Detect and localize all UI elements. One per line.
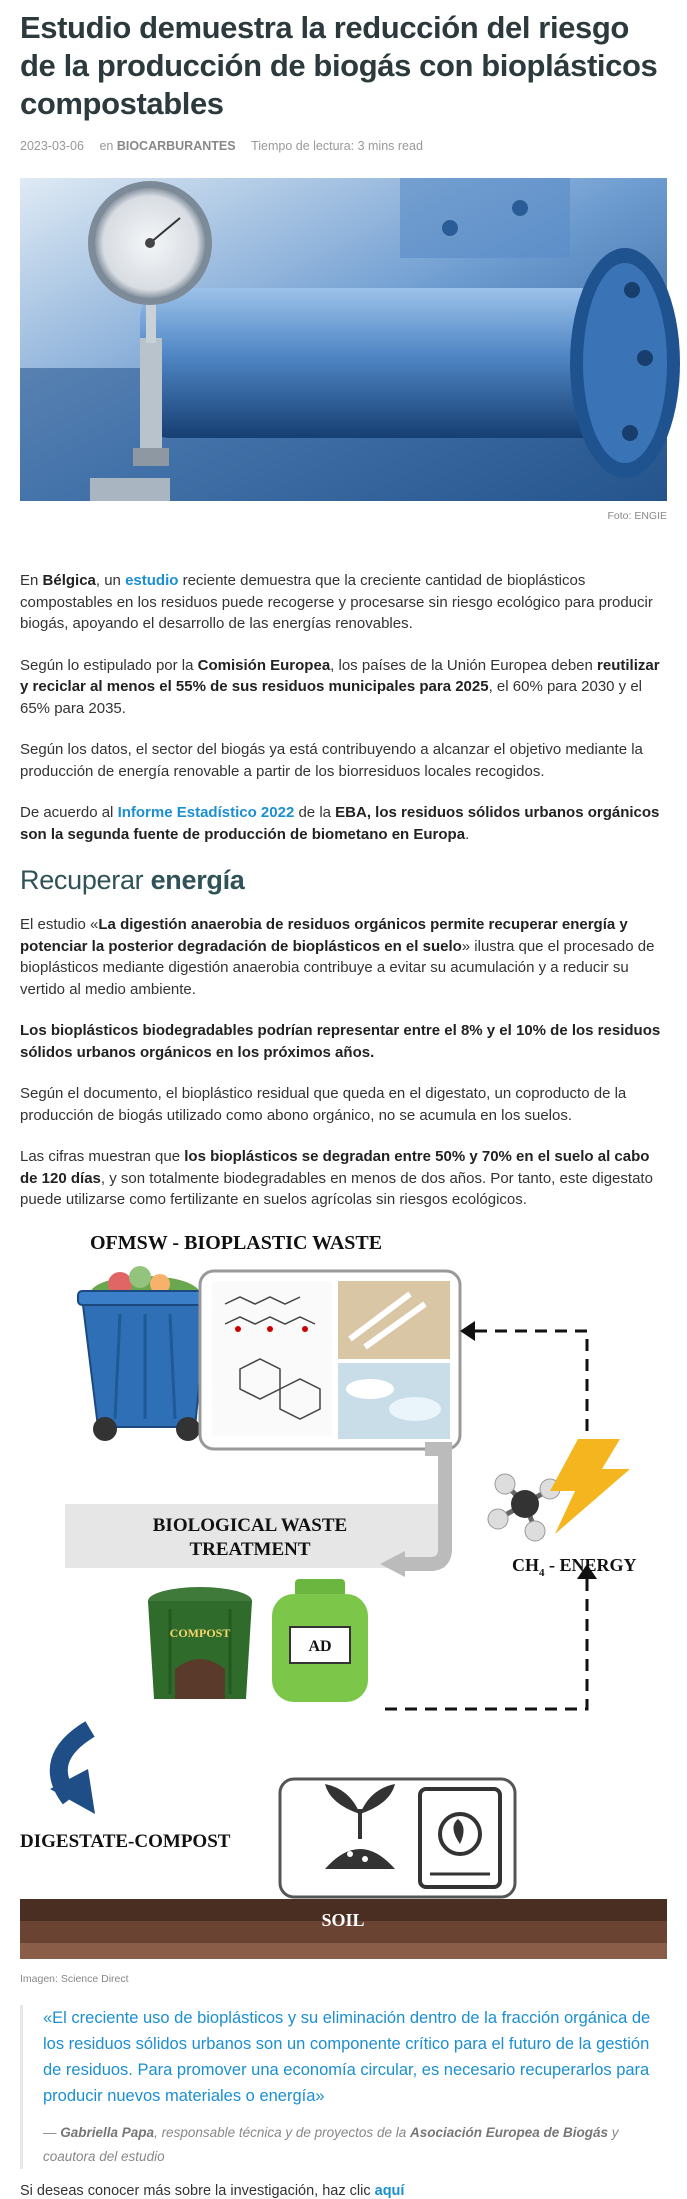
text-span: Las cifras muestran que xyxy=(20,1148,185,1165)
text-span: » ilustra que el procesado de bioplásticos mediante digestión anaerobia contribuye a evitar su acumulación y a reducir su vertido al medio ambiente. xyxy=(20,937,655,998)
paragraph-6 xyxy=(20,1020,667,1063)
study-link[interactable]: estudio xyxy=(125,572,179,589)
compost-label: COMPOST xyxy=(169,1625,231,1640)
in-label: en xyxy=(99,139,114,153)
digestate-label: DIGESTATE-COMPOST xyxy=(20,1830,231,1852)
hero-image xyxy=(20,178,667,501)
text-span: reciente demuestra que la creciente cantidad de bioplásticos compostables en los residuos puede recogerse y procesarse sin riesgo ecológico para producir biogás, apoyando el desarrollo de las energías renovables. xyxy=(20,572,653,632)
text-span: , los países de la Unión Europea deben xyxy=(330,656,598,674)
arrow-head-icon xyxy=(460,1321,475,1341)
bold-span: EBA xyxy=(335,804,367,821)
bold-span: reutilizar y reciclar al menos el 55% de sus residuos municipales para 2025 xyxy=(20,656,660,695)
soil-label: SOIL xyxy=(321,1909,365,1930)
hero-photo-pipes xyxy=(20,178,667,501)
ofmsw-label: OFMSW - BIOPLASTIC WASTE xyxy=(90,1231,383,1254)
plant-and-bag-icon xyxy=(280,1779,515,1897)
bold-span: los bioplásticos se degradan entre 50% y 70% en el suelo al cabo de 120 días xyxy=(20,1148,650,1187)
hero-credit: Foto: ENGIE xyxy=(607,510,667,522)
methane-molecule-icon xyxy=(488,1474,560,1541)
text-span: Según lo estipulado por la xyxy=(20,656,198,674)
text-span: , y son totalmente biodegradables en menos de dos años. Por tanto, este digestato puede utilizarse como fertilizante en suelos agrícolas sin riesgos ecológicos. xyxy=(20,1169,653,1208)
diagram-credit: Imagen: Science Direct xyxy=(20,1972,129,1985)
soil-layer xyxy=(20,1899,667,1959)
ad-cylinder-icon xyxy=(272,1579,368,1702)
bioplastic-box xyxy=(200,1271,460,1449)
bold-span: Bélgica xyxy=(42,572,96,589)
article-date: 2023-03-06 xyxy=(20,139,84,153)
text-span: En xyxy=(20,572,43,589)
text-span: El estudio « xyxy=(20,916,99,933)
text-span: de la xyxy=(294,804,336,821)
waste-bin-icon xyxy=(78,1266,212,1441)
text-span: , responsable técnica y de proyectos de la xyxy=(154,2124,410,2140)
text-span: , un xyxy=(95,572,126,589)
more-info-link[interactable]: aquí xyxy=(374,2182,405,2199)
quote-citation xyxy=(43,2121,667,2169)
bold-span: Los bioplásticos biodegradables podrían representar entre el 8% y el 10% de los residuos sólidos urbanos orgánicos en los próximos años. xyxy=(20,1022,661,1061)
cite-org: Asociación Europea de Biogás xyxy=(409,2124,609,2140)
blockquote xyxy=(20,2005,667,2169)
section-heading xyxy=(20,865,667,896)
cite-name: Gabriella Papa xyxy=(60,2124,155,2140)
heading-bold: energía xyxy=(150,865,245,895)
text-span: — xyxy=(43,2124,61,2140)
article-body xyxy=(20,570,667,1211)
quote-text: «El creciente uso de bioplásticos y su eliminación dentro de la fracción orgánica de los residuos sólidos urbanos son un componente crítico para el futuro de la gestión de residuos. Para promover una economía circular, es necesario recuperarlos para producir nuevos materiales o energía» xyxy=(43,2008,651,2105)
compost-bin-icon xyxy=(148,1587,252,1699)
closing-paragraph xyxy=(20,2183,667,2199)
treatment-label-2: TREATMENT xyxy=(189,1538,311,1560)
paragraph-8 xyxy=(20,1146,667,1211)
heading-light: Recuperar xyxy=(20,865,151,895)
diagram-svg xyxy=(20,1229,667,1959)
paragraph-7: Según el documento, el bioplástico residual que queda en el digestato, un coproducto de la producción de biogás utilizado como abono orgánico, no se acumula en los suelos. xyxy=(20,1085,627,1124)
biogas-cycle-diagram xyxy=(20,1229,667,1959)
paragraph-5 xyxy=(20,914,667,1000)
paragraph-4 xyxy=(20,802,667,845)
text-span: y coautora del estudio xyxy=(43,2124,619,2164)
ad-label: AD xyxy=(308,1637,332,1655)
ch4-label: $CH_4$ - ENERGY xyxy=(512,1554,637,1579)
bold-span: , los residuos sólidos urbanos orgánicos son la segunda fuente de producción de biometano en Europa xyxy=(20,804,660,843)
text-span: . xyxy=(465,825,470,843)
article-title: Estudio demuestra la reducción del riesgo de la producción de biogás con bioplásticos compostables xyxy=(20,10,658,121)
paragraph-2 xyxy=(20,655,667,720)
text-span: Si deseas conocer más sobre la investigación, haz clic xyxy=(20,2182,375,2199)
reading-time: Tiempo de lectura: 3 mins read xyxy=(251,139,423,153)
text-span: , el 60% para 2030 y el 65% para 2035. xyxy=(20,678,643,717)
paragraph-1 xyxy=(20,570,667,635)
article-meta xyxy=(20,139,667,153)
treatment-label-1: BIOLOGICAL WASTE xyxy=(152,1514,348,1536)
statistical-report-link[interactable]: Informe Estadístico 2022 xyxy=(117,804,295,821)
lightning-icon xyxy=(550,1439,630,1534)
bold-span: La digestión anaerobia de residuos orgánicos permite recuperar energía y potenciar la posterior degradación de bioplásticos en el suelo xyxy=(20,916,628,955)
text-span: De acuerdo al xyxy=(20,804,118,821)
paragraph-3: Según los datos, el sector del biogás ya está contribuyendo a alcanzar el objetivo mediante la producción de energía renovable a partir de los biorresiduos locales recogidos. xyxy=(20,741,643,780)
category-link[interactable]: BIOCARBURANTES xyxy=(116,139,236,153)
bold-span: Comisión Europea xyxy=(197,656,331,674)
